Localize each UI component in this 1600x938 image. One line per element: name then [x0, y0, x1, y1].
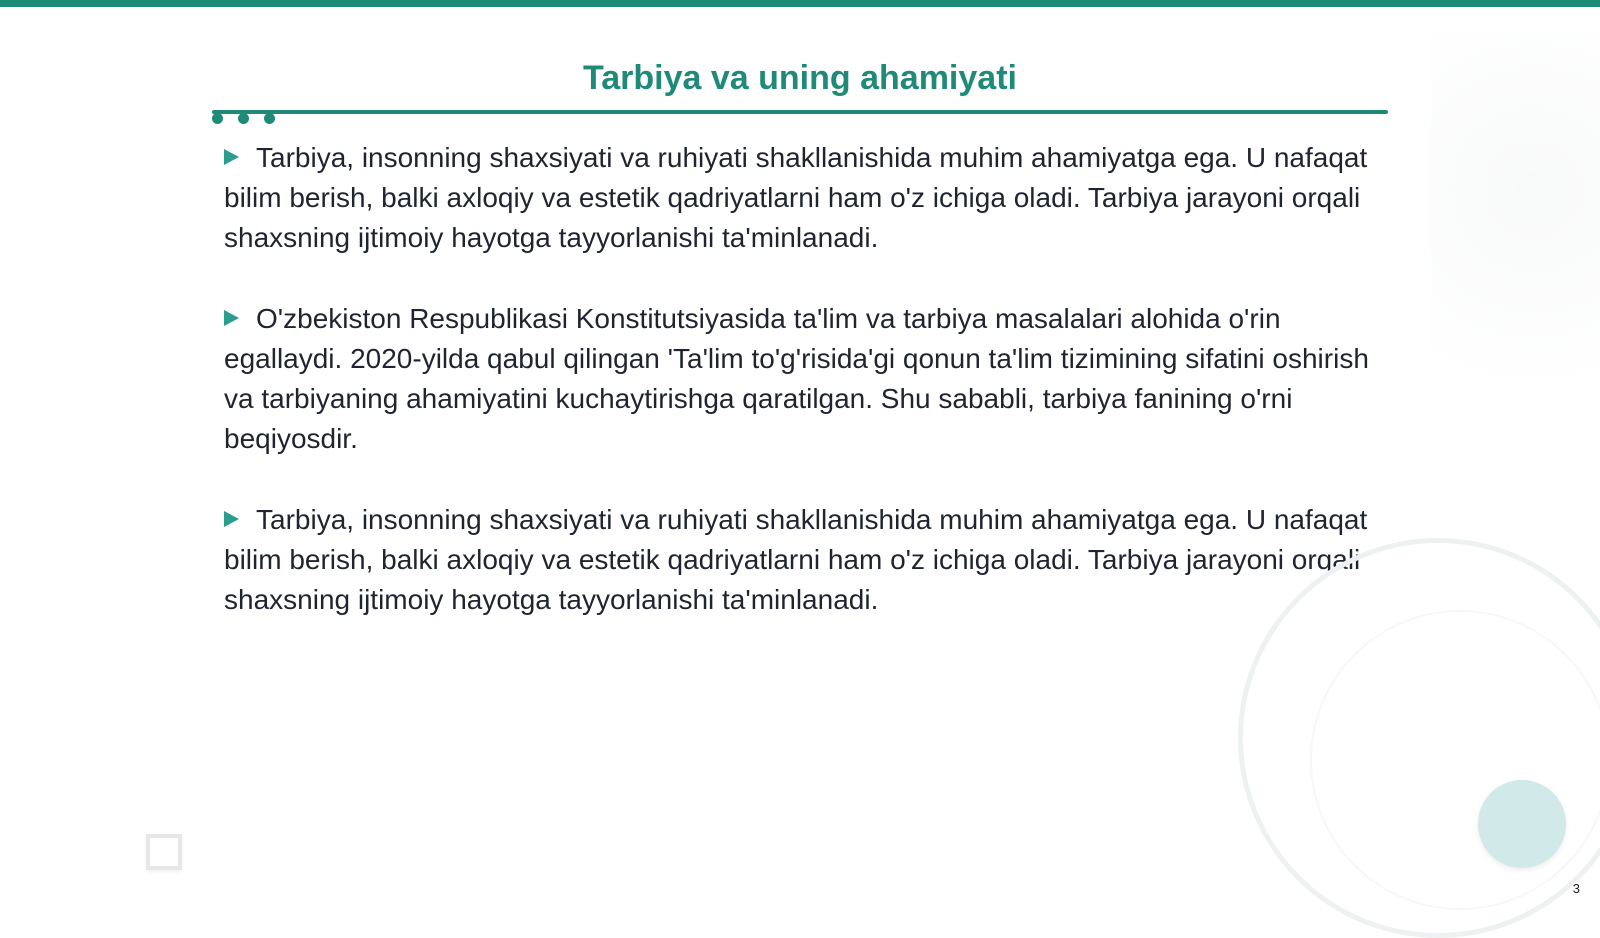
- bullet-text: O'zbekiston Respublikasi Konstitutsiyasida ta'lim va tarbiya masalalari alohida o'rin egallaydi. 2020-yilda qabul qilingan 'Ta'lim to'g'risida'gi qonun ta'lim tizimining sifatini oshirish va tarbiyaning ahamiyatini kuchaytirishga qaratilgan. Shu sababli, tarbiya fanining o'rni beqiyosdir.: [224, 303, 1369, 454]
- bullet-item: [224, 500, 1384, 620]
- dot: [212, 113, 223, 124]
- dot: [238, 113, 249, 124]
- decorative-circle: [1478, 780, 1566, 868]
- top-accent-bar: [0, 0, 1600, 7]
- three-dots-icon: [212, 113, 282, 125]
- bullet-text: Tarbiya, insonning shaxsiyati va ruhiyati shakllanishida muhim ahamiyatga ega. U nafaqat bilim berish, balki axloqiy va estetik qadriyatlarni ham o'z ichiga oladi. Tarbiya jarayoni orqali shaxsning ijtimoiy hayotga tayyorlanishi ta'minlanadi.: [224, 142, 1368, 253]
- dot: [264, 113, 275, 124]
- bullet-item: [224, 138, 1384, 258]
- decorative-square: [146, 834, 182, 870]
- bullet-text: Tarbiya, insonning shaxsiyati va ruhiyati shakllanishida muhim ahamiyatga ega. U nafaqat bilim berish, balki axloqiy va estetik qadriyatlarni ham o'z ichiga oladi. Tarbiya jarayoni orqali shaxsning ijtimoiy hayotga tayyorlanishi ta'minlanadi.: [224, 504, 1368, 615]
- background-glow: [1430, 30, 1600, 430]
- bullet-list: [224, 138, 1384, 661]
- slide-title: Tarbiya va uning ahamiyati: [583, 59, 1017, 97]
- triangle-right-icon: [224, 511, 239, 527]
- page-number: 3: [1572, 881, 1580, 896]
- decorative-ring-inner: [1310, 610, 1600, 910]
- title-underline: [212, 110, 1388, 114]
- triangle-right-icon: [224, 310, 239, 326]
- bullet-item: [224, 299, 1384, 459]
- triangle-right-icon: [224, 149, 239, 165]
